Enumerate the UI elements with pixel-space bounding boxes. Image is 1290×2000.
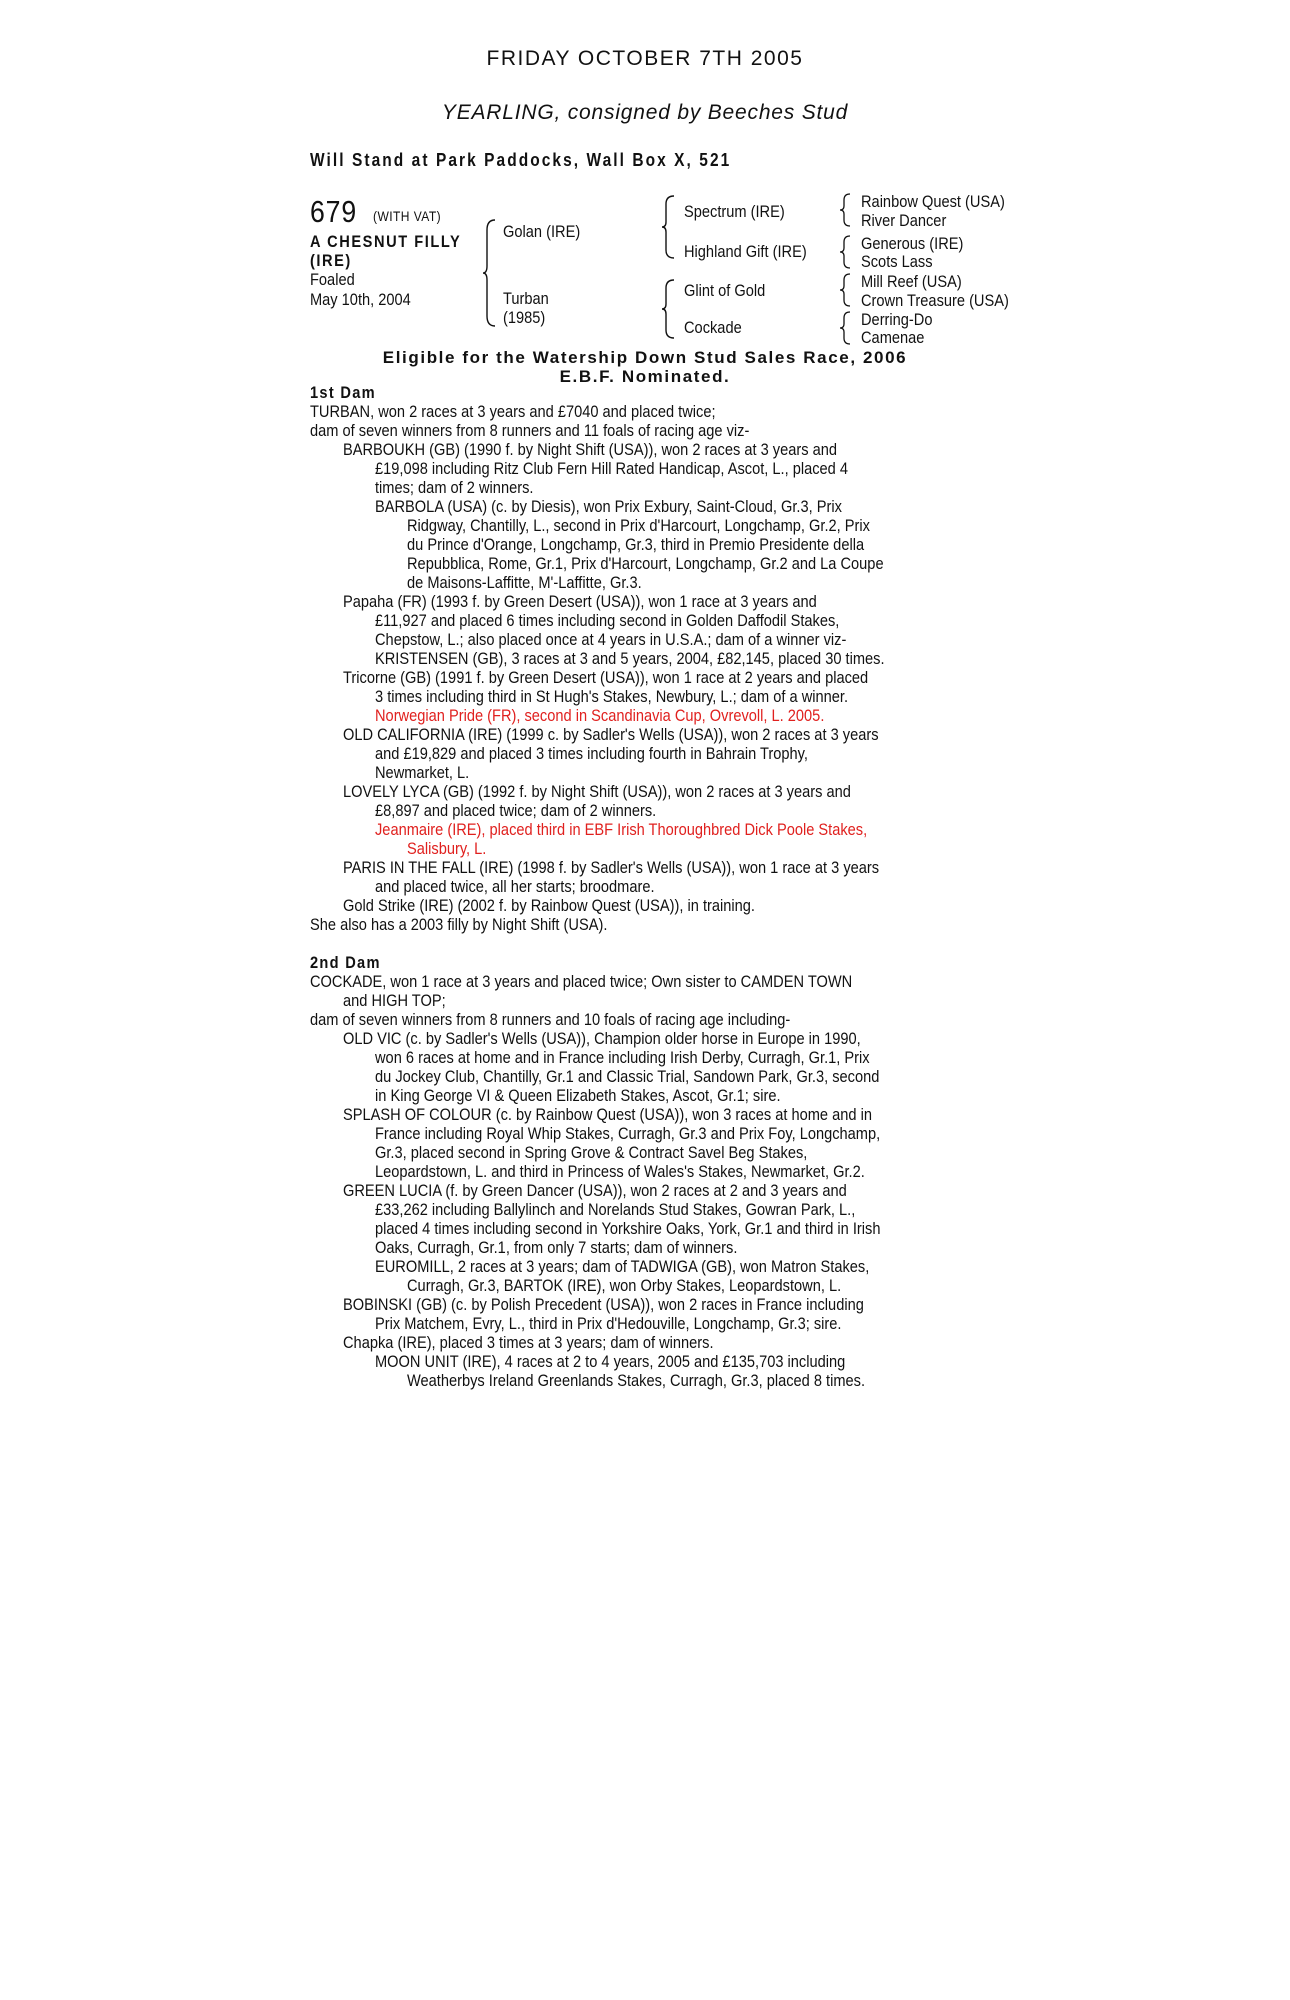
first-dam-line: Papaha (FR) (1993 f. by Green Desert (USA)), won 1 race at 3 years and — [343, 592, 817, 611]
first-dam-line: Gold Strike (IRE) (2002 f. by Rainbow Quest (USA)), in training. — [343, 896, 755, 915]
second-dam-line: Prix Matchem, Evry, L., third in Prix d'Hedouville, Longchamp, Gr.3; sire. — [375, 1314, 842, 1333]
first-dam-line: £8,897 and placed twice; dam of 2 winners. — [375, 801, 657, 820]
first-dam-line: and placed twice, all her starts; broodmare. — [375, 877, 655, 896]
consignor-line: YEARLING, consigned by Beeches Stud — [441, 101, 849, 124]
second-dam-line: GREEN LUCIA (f. by Green Dancer (USA)), won 2 races at 2 and 3 years and — [343, 1181, 847, 1200]
first-dam-line: She also has a 2003 filly by Night Shift (USA). — [310, 915, 608, 934]
first-dam-heading: 1st Dam — [310, 383, 376, 402]
pedigree-brace-g34 — [840, 234, 852, 270]
pedigree-g3: Generous (IRE) — [861, 234, 964, 253]
second-dam-line: Gr.3, placed second in Spring Grove & Contract Savel Beg Stakes, — [375, 1143, 808, 1162]
pedigree-sire-sire: Spectrum (IRE) — [684, 202, 785, 221]
second-dam-line: MOON UNIT (IRE), 4 races at 2 to 4 years, 2005 and £135,703 including — [375, 1352, 846, 1371]
second-dam-line: dam of seven winners from 8 runners and 10 foals of racing age including- — [310, 1010, 791, 1029]
second-dam-line: du Jockey Club, Chantilly, Gr.1 and Classic Trial, Sandown Park, Gr.3, second — [375, 1067, 880, 1086]
first-dam-line: BARBOUKH (GB) (1990 f. by Night Shift (USA)), won 2 races at 3 years and — [343, 440, 838, 459]
second-dam-line: COCKADE, won 1 race at 3 years and placed twice; Own sister to CAMDEN TOWN — [310, 972, 853, 991]
pedigree-brace-g56 — [840, 272, 852, 308]
pedigree-g4: Scots Lass — [861, 252, 933, 271]
lot-description — [310, 232, 461, 270]
second-dam-line: BOBINSKI (GB) (c. by Polish Precedent (USA)), won 2 races in France including — [343, 1295, 864, 1314]
second-dam-line: Chapka (IRE), placed 3 times at 3 years; dam of winners. — [343, 1333, 714, 1352]
pedigree-sire-dam: Highland Gift (IRE) — [684, 242, 807, 261]
pedigree-g5: Mill Reef (USA) — [861, 272, 962, 291]
first-dam-line: PARIS IN THE FALL (IRE) (1998 f. by Sadler's Wells (USA)), won 1 race at 3 years — [343, 858, 880, 877]
pedigree-brace-sire — [662, 194, 676, 260]
second-dam-line: Curragh, Gr.3, BARTOK (IRE), won Orby Stakes, Leopardstown, L. — [407, 1276, 842, 1295]
pedigree-sire: Golan (IRE) — [503, 222, 581, 241]
pedigree-g7: Derring-Do — [861, 310, 933, 329]
lot-description-line: (IRE) — [310, 251, 352, 270]
first-dam-line: du Prince d'Orange, Longchamp, Gr.3, third in Premio Presidente della — [407, 535, 865, 554]
second-dam-line: Oaks, Curragh, Gr.1, from only 7 starts; dam of winners. — [375, 1238, 738, 1257]
second-dam-line: won 6 races at home and in France including Irish Derby, Curragh, Gr.1, Prix — [375, 1048, 870, 1067]
pedigree-brace-g78 — [840, 310, 852, 346]
pedigree-g8: Camenae — [861, 328, 925, 347]
foaled-label: Foaled — [310, 270, 355, 289]
first-dam-line: £11,927 and placed 6 times including second in Golden Daffodil Stakes, — [375, 611, 840, 630]
first-dam-line: times; dam of 2 winners. — [375, 478, 534, 497]
second-dam-line: and HIGH TOP; — [343, 991, 446, 1010]
second-dam-line: Leopardstown, L. and third in Princess of Wales's Stakes, Newmarket, Gr.2. — [375, 1162, 865, 1181]
first-dam-line: LOVELY LYCA (GB) (1992 f. by Night Shift (USA)), won 2 races at 3 years and — [343, 782, 851, 801]
stable-location: Will Stand at Park Paddocks, Wall Box X, 521 — [310, 150, 732, 170]
second-dam-heading: 2nd Dam — [310, 953, 381, 972]
second-dam-line: placed 4 times including second in Yorkshire Oaks, York, Gr.1 and third in Irish — [375, 1219, 881, 1238]
first-dam-line-update: Jeanmaire (IRE), placed third in EBF Irish Thoroughbred Dick Poole Stakes, — [375, 820, 868, 839]
first-dam-line: KRISTENSEN (GB), 3 races at 3 and 5 years, 2004, £82,145, placed 30 times. — [375, 649, 885, 668]
lot-description-line: A CHESNUT FILLY — [310, 232, 462, 251]
second-dam-line: in King George VI & Queen Elizabeth Stakes, Ascot, Gr.1; sire. — [375, 1086, 781, 1105]
first-dam-line-update: Salisbury, L. — [407, 839, 487, 858]
second-dam-line: £33,262 including Ballylinch and Norelands Stud Stakes, Gowran Park, L., — [375, 1200, 856, 1219]
pedigree-g1: Rainbow Quest (USA) — [861, 192, 1005, 211]
second-dam-line: SPLASH OF COLOUR (c. by Rainbow Quest (USA)), won 3 races at home and in — [343, 1105, 872, 1124]
first-dam-line: TURBAN, won 2 races at 3 years and £7040 and placed twice; — [310, 402, 716, 421]
first-dam-line: 3 times including third in St Hugh's Stakes, Newbury, L.; dam of a winner. — [375, 687, 849, 706]
eligibility-block — [0, 348, 1290, 386]
first-dam-line: Tricorne (GB) (1991 f. by Green Desert (USA)), won 1 race at 2 years and placed — [343, 668, 869, 687]
first-dam-line: Chepstow, L.; also placed once at 4 years in U.S.A.; dam of a winner viz- — [375, 630, 847, 649]
foaled-date: May 10th, 2004 — [310, 290, 411, 309]
pedigree-brace-g12 — [840, 192, 852, 228]
second-dam-line: Weatherbys Ireland Greenlands Stakes, Curragh, Gr.3, placed 8 times. — [407, 1371, 866, 1390]
foaled-info — [310, 270, 411, 310]
first-dam-line: and £19,829 and placed 3 times including fourth in Bahrain Trophy, — [375, 744, 808, 763]
first-dam-line: de Maisons-Laffitte, M'-Laffitte, Gr.3. — [407, 573, 642, 592]
pedigree-g6: Crown Treasure (USA) — [861, 291, 1009, 310]
pedigree-g2: River Dancer — [861, 211, 947, 230]
first-dam-line-update: Norwegian Pride (FR), second in Scandinavia Cup, Ovrevoll, L. 2005. — [375, 706, 825, 725]
vat-note: (WITH VAT) — [373, 208, 442, 224]
eligibility-line: Eligible for the Watership Down Stud Sales Race, 2006 — [382, 348, 908, 367]
lot-number: 679 — [310, 194, 358, 229]
pedigree-dam: Turban — [503, 289, 549, 308]
first-dam-line: Repubblica, Rome, Gr.1, Prix d'Harcourt, Longchamp, Gr.2 and La Coupe — [407, 554, 884, 573]
first-dam-line: £19,098 including Ritz Club Fern Hill Rated Handicap, Ascot, L., placed 4 — [375, 459, 848, 478]
pedigree-brace-main — [483, 218, 497, 328]
first-dam-line: Ridgway, Chantilly, L., second in Prix d'Harcourt, Longchamp, Gr.2, Prix — [407, 516, 870, 535]
first-dam-line: BARBOLA (USA) (c. by Diesis), won Prix Exbury, Saint-Cloud, Gr.3, Prix — [375, 497, 842, 516]
first-dam-line: dam of seven winners from 8 runners and 11 foals of racing age viz- — [310, 421, 750, 440]
first-dam-line: Newmarket, L. — [375, 763, 470, 782]
pedigree-dam-dam: Cockade — [684, 318, 742, 337]
eligibility-line: E.B.F. Nominated. — [559, 367, 731, 386]
first-dam-line: OLD CALIFORNIA (IRE) (1999 c. by Sadler's Wells (USA)), won 2 races at 3 years — [343, 725, 879, 744]
second-dam-line: EUROMILL, 2 races at 3 years; dam of TADWIGA (GB), won Matron Stakes, — [375, 1257, 870, 1276]
second-dam-line: France including Royal Whip Stakes, Curragh, Gr.3 and Prix Foy, Longchamp, — [375, 1124, 881, 1143]
sale-date: FRIDAY OCTOBER 7TH 2005 — [486, 47, 804, 70]
pedigree-brace-dam — [662, 278, 676, 340]
second-dam-line: OLD VIC (c. by Sadler's Wells (USA)), Champion older horse in Europe in 1990, — [343, 1029, 861, 1048]
pedigree-dam-sire: Glint of Gold — [684, 281, 766, 300]
pedigree-dam-year: (1985) — [503, 308, 546, 327]
